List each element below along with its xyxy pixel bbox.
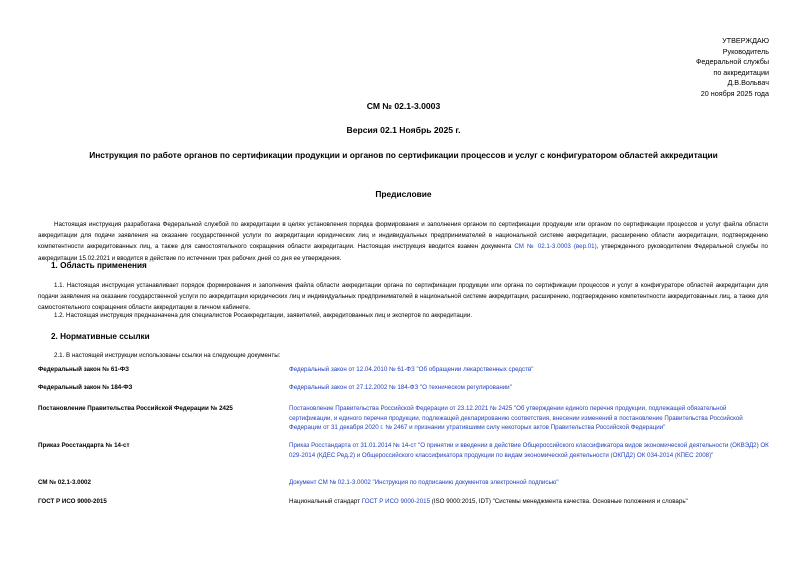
reference-prefix: Национальный стандарт bbox=[289, 498, 362, 505]
approval-line: Федеральной службы bbox=[695, 57, 769, 67]
preface-paragraph bbox=[38, 219, 768, 264]
preface-text-start: Настоящая инструкция разработана Федеральной службой по аккредитации в целях установления порядка формирования и заполнения органом по сертификации продукции или органом по сертификации процессов и услуг файла области аккредитации для подачи заявления на оказание государственной услуги по аккредитации юридических лиц и индивидуальных предпринимателей в национальной системе аккредитации, расширению области аккредитации, подтверждению компетентности аккредитованных лиц, а также для самостоятельного сокращения области аккредитации. Настоящая инструкция вводится взамен документа bbox=[38, 221, 768, 251]
approval-line: Руководитель bbox=[722, 46, 769, 56]
reference-link[interactable]: Постановление Правительства Российской Федерации от 23.12.2021 № 2425 "Об утверждении единого перечня продукции, подлежащей обязательной сертификации, и единого перечня продукции, подлежащей декларированию соответствия, внесении изменений в постановление Правительства Российской Федерации от 31 декабря 2020 г. № 2467 и признании утратившими силу некоторых актов Правительства Российской Федерации" bbox=[289, 405, 743, 432]
approval-line: по аккредитации bbox=[713, 67, 769, 77]
scope-heading: 1. Область применения bbox=[51, 261, 147, 270]
reference-suffix: (ISO 9000:2015, IDT) "Системы менеджмента качества. Основные положения и словарь" bbox=[430, 498, 688, 505]
reference-link[interactable]: Приказ Росстандарта от 31.01.2014 № 14-ст "О принятии и введении в действие Общероссийского классификатора видов экономической деятельности (ОКВЭД2) ОК 029-2014 (КДЕС Ред.2) и Общероссийского классификатора продукции по видам экономической деятельности (ОКПД2) ОК 034-2014 (КПЕС 2008)" bbox=[289, 442, 769, 459]
approval-line: 20 ноября 2025 года bbox=[700, 88, 769, 98]
doc-version: Версия 02.1 Ноябрь 2025 г. bbox=[346, 125, 461, 135]
reference-link[interactable]: Документ СМ № 02.1-3.0002 "Инструкция по подписанию документов электронной подписью" bbox=[289, 479, 559, 486]
scope-paragraph-1 bbox=[38, 280, 768, 314]
reference-description bbox=[289, 365, 769, 375]
reference-name: Федеральный закон № 184-ФЗ bbox=[38, 384, 133, 391]
doc-title: Инструкция по работе органов по сертификации продукции и органов по сертификации процессов и услуг с конфигуратором областей аккредитации bbox=[89, 150, 718, 160]
reference-description bbox=[289, 441, 769, 460]
reference-link[interactable]: Федеральный закон от 12.04.2010 № 61-ФЗ "Об обращении лекарственных средств" bbox=[289, 366, 534, 373]
doc-number: СМ № 02.1-3.0003 bbox=[366, 101, 441, 111]
reference-name: ГОСТ Р ИСО 9000-2015 bbox=[38, 498, 107, 505]
approval-line: Д.В.Вольвач bbox=[727, 78, 769, 88]
scope-text-2: 1.2. Настоящая инструкция предназначена для специалистов Росаккредитации, заявителей, аккредитованных лиц и экспертов по аккредитации. bbox=[54, 312, 473, 319]
approval-line: УТВЕРЖДАЮ bbox=[722, 36, 769, 45]
reference-link[interactable]: Федеральный закон от 27.12.2002 № 184-ФЗ "О техническом регулировании" bbox=[289, 384, 512, 391]
reference-name: Приказ Росстандарта № 14-ст bbox=[38, 442, 130, 449]
references-intro bbox=[38, 350, 768, 361]
reference-description bbox=[289, 404, 769, 433]
reference-description bbox=[289, 383, 769, 393]
preface-heading: Предисловие bbox=[375, 189, 432, 199]
preface-text-end: , утвержденного руководителем Федеральной службы по аккредитации 15.02.2021 и вводится в действие по истечении трех рабочих дней со дня ее утверждения. bbox=[38, 243, 768, 262]
reference-name: Постановление Правительства Российской Федерации № 2425 bbox=[38, 405, 233, 412]
scope-paragraph-2 bbox=[38, 310, 768, 321]
references-heading: 2. Нормативные ссылки bbox=[51, 332, 150, 341]
reference-description bbox=[289, 497, 769, 507]
scope-text-1: 1.1. Настоящая инструкция устанавливает порядок формирования и заполнения файла области аккредитации органа по сертификации продукции или органа по сертификации процессов и услуг в конфигураторе областей аккредитации для подачи заявления на оказание государственной услуги по аккредитации юридических лиц и индивидуальных предпринимателей в национальной системе аккредитации, расширению, подтверждению компетентности аккредитованных лиц, а также для самостоятельного сокращения области аккредитации в личном кабинете. bbox=[38, 282, 768, 312]
references-intro-text: 2.1. В настоящей инструкции использованы ссылки на следующие документы: bbox=[54, 352, 281, 359]
reference-name: СМ № 02.1-3.0002 bbox=[38, 479, 91, 486]
reference-name: Федеральный закон № 61-ФЗ bbox=[38, 366, 129, 373]
approval-block bbox=[696, 36, 769, 100]
superseded-doc-link[interactable]: СМ № 02.1-3.0003 (вер.01) bbox=[514, 243, 597, 251]
reference-description bbox=[289, 478, 769, 488]
reference-link[interactable]: ГОСТ Р ИСО 9000-2015 bbox=[361, 498, 431, 505]
